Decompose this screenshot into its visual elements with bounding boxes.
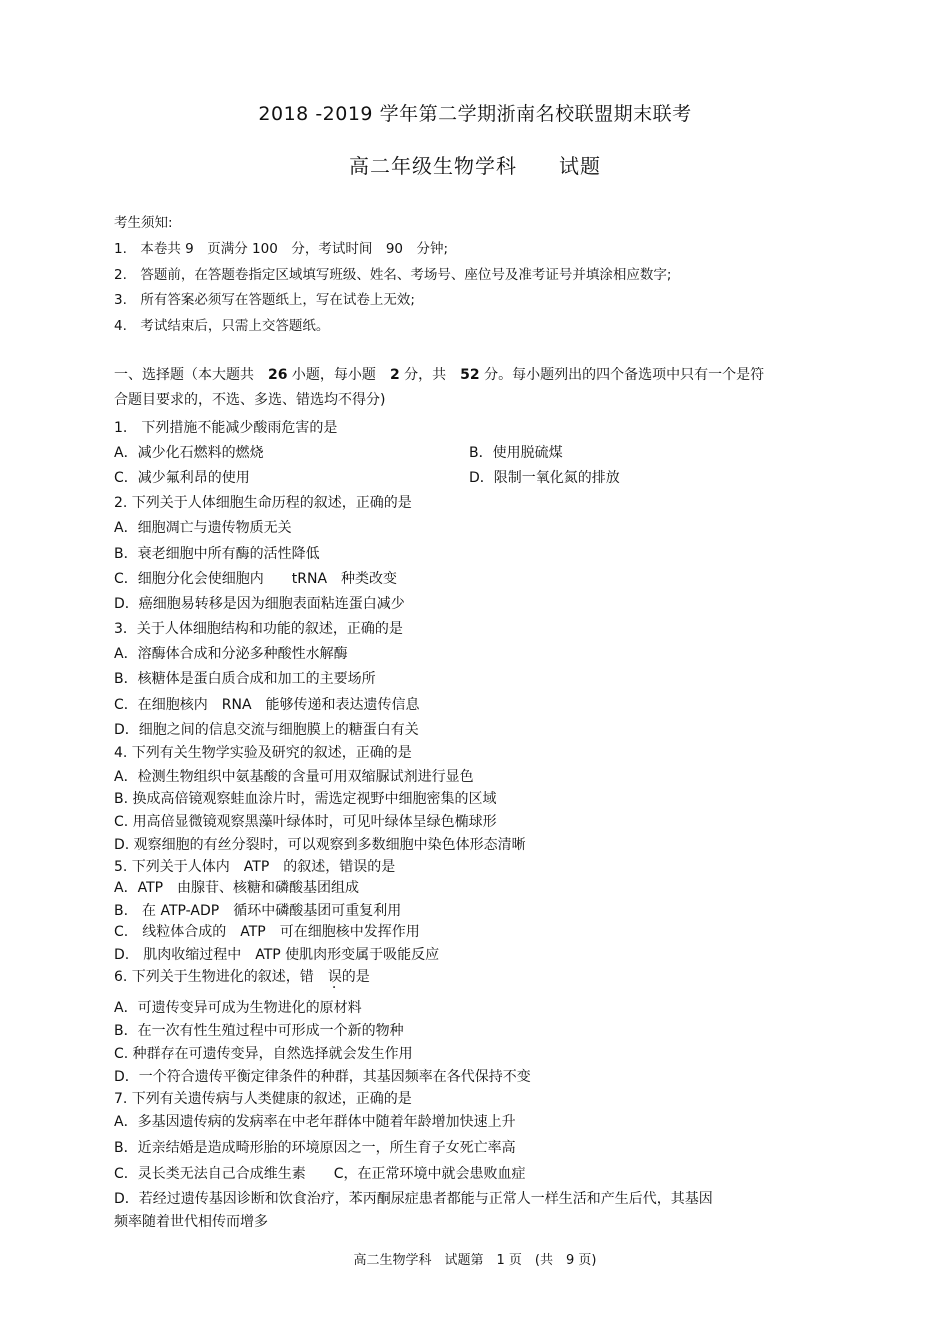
option-b: B. 在 ATP-ADP 循环中磷酸基团可重复利用 xyxy=(114,903,402,919)
section-text: 小题，每小题 xyxy=(287,367,390,383)
question-stem: 2. 下列关于人体细胞生命历程的叙述，正确的是 xyxy=(114,495,412,511)
question-count: 26 xyxy=(268,367,288,383)
option-c: C．在细胞核内 RNA 能够传递和表达遗传信息 xyxy=(114,697,420,713)
option-a: A．多基因遗传病的发病率在中老年群体中随着年龄增加快速上升 xyxy=(114,1114,516,1130)
question-stem: 5. 下列关于人体内 ATP 的叙述，错误的是 xyxy=(114,859,396,875)
option-b: B．衰老细胞中所有酶的活性降低 xyxy=(114,546,320,562)
question-stem xyxy=(114,968,370,986)
stem-text: 6. 下列关于生物进化的叙述，错 xyxy=(114,969,328,985)
option-d: D．若经过遗传基因诊断和饮食治疗，苯丙酮尿症患者都能与正常人一样生活和产生后代，其基因 xyxy=(114,1191,713,1207)
notes-heading: 考生须知: xyxy=(114,215,173,231)
option-c: C. 用高倍显微镜观察黑藻叶绿体时，可见叶绿体呈绿色椭球形 xyxy=(114,814,497,830)
option-a: A．可遗传变异可成为生物进化的原材料 xyxy=(114,1000,362,1016)
option-c: C．细胞分化会使细胞内 tRNA 种类改变 xyxy=(114,571,398,587)
question-stem: 3．关于人体细胞结构和功能的叙述，正确的是 xyxy=(114,621,403,637)
question-stem: 4. 下列有关生物学实验及研究的叙述，正确的是 xyxy=(114,745,412,761)
option-d: D．限制一氧化氮的排放 xyxy=(469,470,620,486)
option-b: B．使用脱硫煤 xyxy=(469,445,563,461)
option-b: B．在一次有性生殖过程中可形成一个新的物种 xyxy=(114,1023,404,1039)
option-c: C. 种群存在可遗传变异，自然选择就会发生作用 xyxy=(114,1046,413,1062)
option-c: C. 线粒体合成的 ATP 可在细胞核中发挥作用 xyxy=(114,924,420,940)
option-d-continued: 频率随着世代相传而增多 xyxy=(114,1214,268,1230)
section-text: 一、选择题（本大题共 xyxy=(114,367,268,383)
option-a: A．检测生物组织中氨基酸的含量可用双缩脲试剂进行显色 xyxy=(114,769,474,785)
option-d: D. 肌肉收缩过程中 ATP 使肌肉形变属于吸能反应 xyxy=(114,947,440,963)
option-d: D．癌细胞易转移是因为细胞表面粘连蛋白减少 xyxy=(114,596,405,612)
points-total: 52 xyxy=(460,367,480,383)
notes-item: 4. 考试结束后，只需上交答题纸。 xyxy=(114,318,330,334)
option-b: B. 换成高倍镜观察蛙血涂片时，需选定视野中细胞密集的区域 xyxy=(114,791,497,807)
option-c: C．减少氟利昂的使用 xyxy=(114,470,250,486)
option-c: C．灵长类无法自己合成维生素 C，在正常环境中就会患败血症 xyxy=(114,1166,526,1182)
points-each: 2 xyxy=(389,367,400,383)
exam-title: 2018 -2019 学年第二学期浙南名校联盟期末联考 xyxy=(258,103,692,125)
section-text: 分，共 xyxy=(399,367,461,383)
option-a: A．溶酶体合成和分泌多种酸性水解酶 xyxy=(114,646,348,662)
option-d: D．一个符合遗传平衡定律条件的种群，其基因频率在各代保持不变 xyxy=(114,1069,531,1085)
section-text: 合题目要求的，不选、多选、错选均不得分) xyxy=(114,392,386,408)
question-stem: 1. 下列措施不能减少酸雨危害的是 xyxy=(114,420,338,436)
option-a: A．ATP 由腺苷、核糖和磷酸基团组成 xyxy=(114,880,360,896)
notes-item: 2. 答题前，在答题卷指定区域填写班级、姓名、考场号、座位号及准考证号并填涂相应数字; xyxy=(114,267,672,283)
option-d: D. 观察细胞的有丝分裂时，可以观察到多数细胞中染色体形态清晰 xyxy=(114,837,526,853)
option-a: A．细胞凋亡与遗传物质无关 xyxy=(114,520,292,536)
stem-text: 误的是 xyxy=(327,969,370,985)
page-footer: 高二生物学科 试题第 1 页 (共 9 页) xyxy=(353,1253,597,1268)
question-stem: 7. 下列有关遗传病与人类健康的叙述，正确的是 xyxy=(114,1091,412,1107)
option-b: B．近亲结婚是造成畸形胎的环境原因之一，所生育子女死亡率高 xyxy=(114,1140,516,1156)
exam-subtitle: 高二年级生物学科 试题 xyxy=(349,154,601,178)
option-d: D．细胞之间的信息交流与细胞膜上的糖蛋白有关 xyxy=(114,722,419,738)
notes-item: 1. 本卷共 9 页满分 100 分，考试时间 90 分钟; xyxy=(114,241,449,257)
section-text: 分。每小题列出的四个备选项中只有一个是符 xyxy=(479,367,765,383)
option-a: A．减少化石燃料的燃烧 xyxy=(114,445,264,461)
option-b: B．核糖体是蛋白质合成和加工的主要场所 xyxy=(114,671,376,687)
notes-item: 3. 所有答案必须写在答题纸上，写在试卷上无效; xyxy=(114,292,415,308)
